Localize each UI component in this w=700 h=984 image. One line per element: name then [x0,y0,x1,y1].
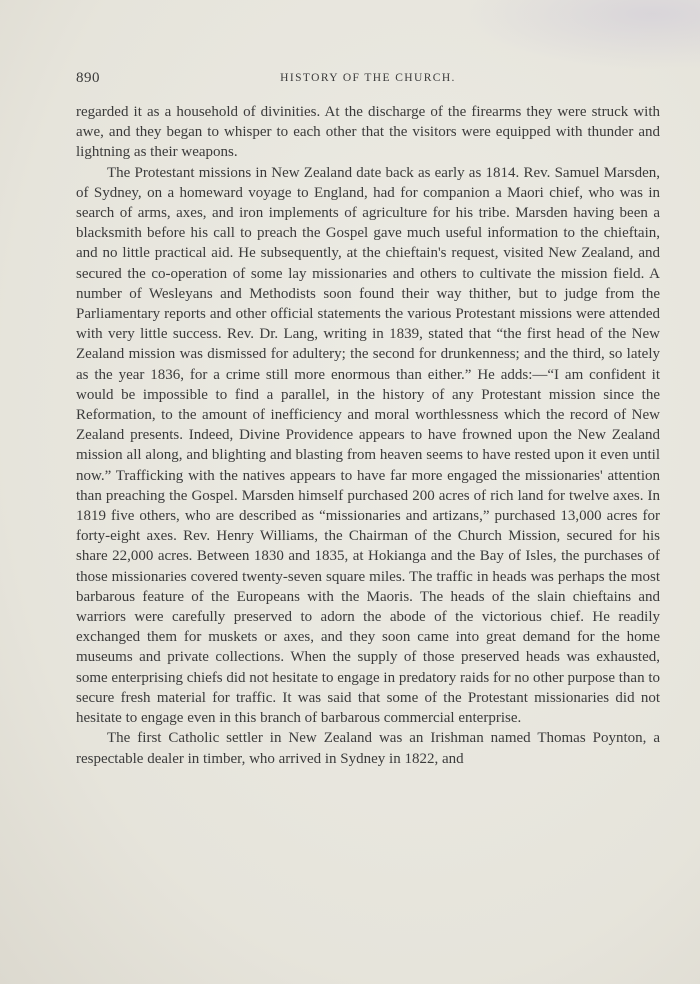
page-number: 890 [76,70,100,86]
paper-stain [460,0,700,70]
running-title: HISTORY OF THE CHURCH. [280,72,456,84]
running-head [76,70,660,92]
paragraph-first-catholic-settler: The first Catholic settler in New Zealand was an Irishman named Thomas Poynton, a respectable dealer in timber, who arrived in Sydney in 1822, and [76,730,660,767]
body-text [76,102,660,769]
paragraph-continued: regarded it as a household of divinities. At the discharge of the firearms they were struck with awe, and they began to whisper to each other that the visitors were equipped with thunder and lightning as their weapons. [76,104,660,161]
paragraph-protestant-missions: The Protestant missions in New Zealand date back as early as 1814. Rev. Samuel Marsden, of Sydney, on a homeward voyage to England, had for companion a Maori chief, who was in search of arms, axes, and iron implements of agriculture for his tribe. Marsden having been a blacksmith before his call to preach the Gospel gave much useful information to the chieftain, and no little practical aid. He subsequently, at the chieftain's request, visited New Zealand, and secured the co-operation of some lay missionaries and others to cultivate the mission field. A number of Wesleyans and Methodists soon found their way thither, but to judge from the Parliamentary reports and other official statements the various Protestant missions were attended with very little success. Rev. Dr. Lang, writing in 1839, stated that “the first head of the New Zealand mission was dismissed for adultery; the second for drunkenness; and the third, so lately as the year 1836, for a crime still more enormous than either.” He adds:—“I am confident it would be impossible to find a parallel, in the history of any Protestant mission since the Reformation, to the amount of inefficiency and moral worthlessness which the record of New Zealand presents. Indeed, Divine Providence appears to have frowned upon the New Zealand mission all along, and blighting and blasting from heaven seems to have rested upon it even until now.” Trafficking with the natives appears to have far more engaged the missionaries' attention than preaching the Gospel. Marsden himself purchased 200 acres of rich land for twelve axes. In 1819 five others, who are described as “missionaries and artizans,” purchased 13,000 acres for forty-eight axes. Rev. Henry Williams, the Chairman of the Church Mission, secured for his share 22,000 acres. Between 1830 and 1835, at Hokianga and the Bay of Isles, the purchases of those missionaries covered twenty-seven square miles. The traffic in heads was perhaps the most barbarous feature of the Europeans with the Maoris. The heads of the slain chieftains and warriors were carefully preserved to adorn the abode of the victorious chief. He readily exchanged them for muskets or axes, and they soon came into great demand for the home museums and private collections. When the supply of those preserved heads was exhausted, some enterprising chiefs did not hesitate to engage in predatory raids for no other purpose than to secure fresh material for traffic. It was said that some of the Protestant missionaries did not hesitate to engage even in this branch of barbarous commercial enterprise. [76,164,661,727]
